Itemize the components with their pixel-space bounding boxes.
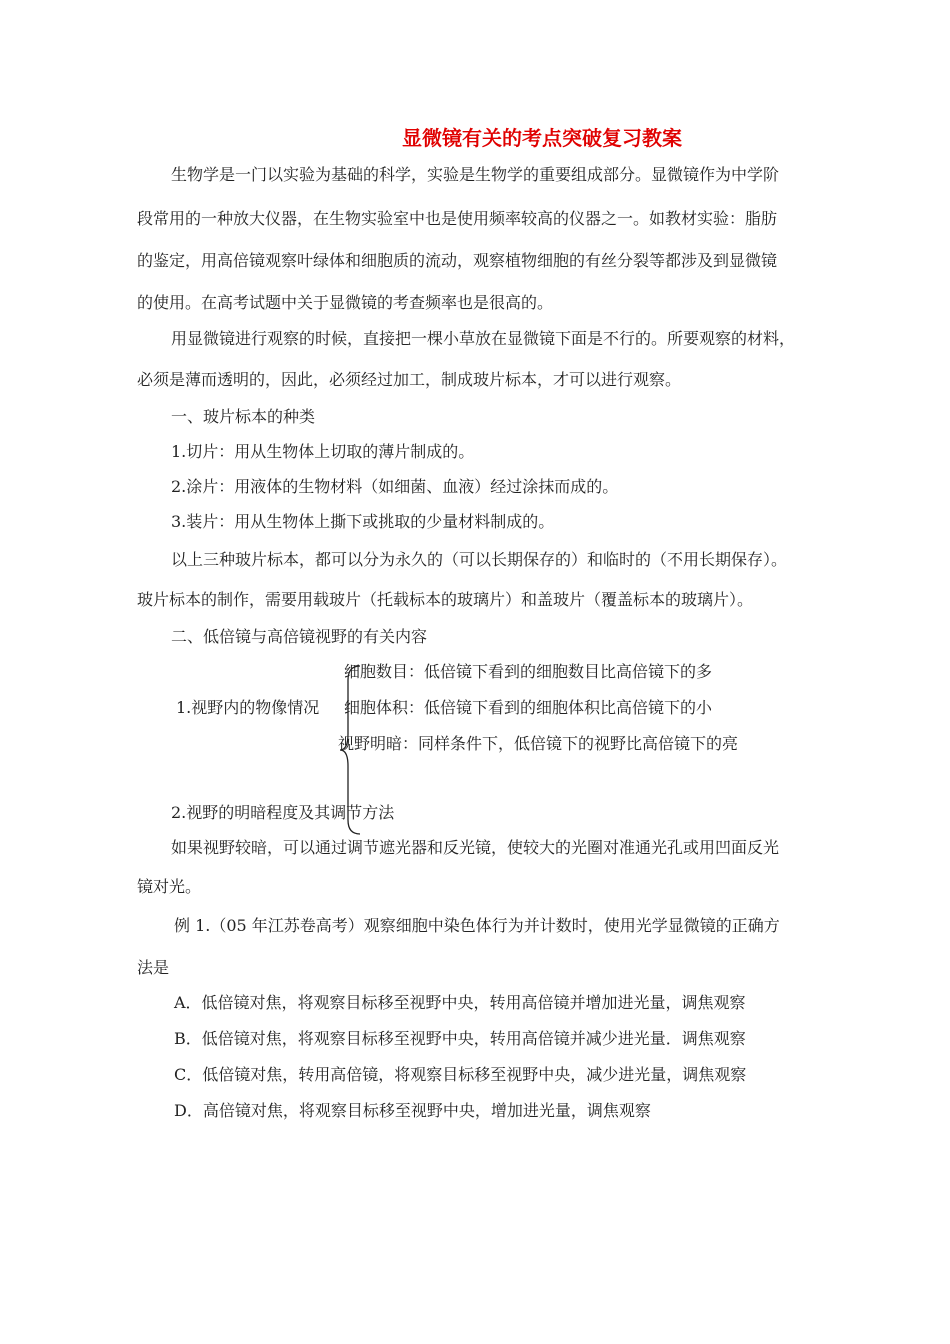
option-a: A．低倍镜对焦，将观察目标移至视野中央，转用高倍镜并增加进光量，调焦观察 (174, 993, 746, 1012)
section2-item-2-label: 2.视野的明暗程度及其调节方法 (171, 803, 395, 822)
option-c: C．低倍镜对焦，转用高倍镜，将观察目标移至视野中央，减少进光量，调焦观察 (174, 1065, 747, 1084)
section2-item-1-label: 1.视野内的物像情况 (176, 698, 320, 717)
section1-item-2: 2.涂片：用液体的生物材料（如细菌、血液）经过涂抹而成的。 (171, 477, 619, 496)
example-stem-1: 例 1.（05 年江苏卷高考）观察细胞中染色体行为并计数时，使用光学显微镜的正确方 (174, 916, 780, 935)
para2-line-2: 必须是薄而透明的，因此，必须经过加工，制成玻片标本，才可以进行观察。 (137, 370, 682, 389)
intro-line-4: 的使用。在高考试题中关于显微镜的考查频率也是很高的。 (137, 293, 554, 312)
section1-summary-2: 玻片标本的制作，需要用载玻片（托载标本的玻璃片）和盖玻片（覆盖标本的玻璃片）。 (137, 590, 754, 609)
intro-line-2: 段常用的一种放大仪器，在生物实验室中也是使用频率较高的仪器之一。如教材实验：脂肪 (137, 209, 778, 228)
intro-line-1: 生物学是一门以实验为基础的科学，实验是生物学的重要组成部分。显微镜作为中学阶 (171, 165, 780, 184)
section1-summary-1: 以上三种玻片标本，都可以分为永久的（可以长期保存的）和临时的（不用长期保存）。 (171, 550, 788, 569)
page-title: 显微镜有关的考点突破复习教案 (402, 126, 682, 150)
section2-item-2-text-2: 镜对光。 (137, 877, 202, 896)
para2-line-1: 用显微镜进行观察的时候，直接把一棵小草放在显微镜下面是不行的。所要观察的材料， (171, 329, 796, 348)
option-b: B．低倍镜对焦，将观察目标移至视野中央，转用高倍镜并减少进光量．调焦观察 (174, 1029, 746, 1048)
section1-heading: 一、玻片标本的种类 (171, 407, 316, 426)
example-stem-2: 法是 (137, 958, 170, 977)
brace-item-cell-volume: 细胞体积：低倍镜下看到的细胞体积比高倍镜下的小 (344, 698, 713, 717)
intro-line-3: 的鉴定，用高倍镜观察叶绿体和细胞质的流动，观察植物细胞的有丝分裂等都涉及到显微镜 (137, 251, 778, 270)
option-d: D．高倍镜对焦，将观察目标移至视野中央，增加进光量，调焦观察 (174, 1101, 651, 1120)
section2-heading: 二、低倍镜与高倍镜视野的有关内容 (171, 627, 428, 646)
section1-item-3: 3.装片：用从生物体上撕下或挑取的少量材料制成的。 (171, 512, 555, 531)
section2-item-2-text-1: 如果视野较暗，可以通过调节遮光器和反光镜，使较大的光圈对准通光孔或用凹面反光 (171, 838, 780, 857)
brace-item-cell-count: 细胞数目：低倍镜下看到的细胞数目比高倍镜下的多 (344, 662, 713, 681)
section1-item-1: 1.切片：用从生物体上切取的薄片制成的。 (171, 442, 475, 461)
brace-item-brightness: 视野明暗：同样条件下，低倍镜下的视野比高倍镜下的亮 (338, 734, 739, 753)
